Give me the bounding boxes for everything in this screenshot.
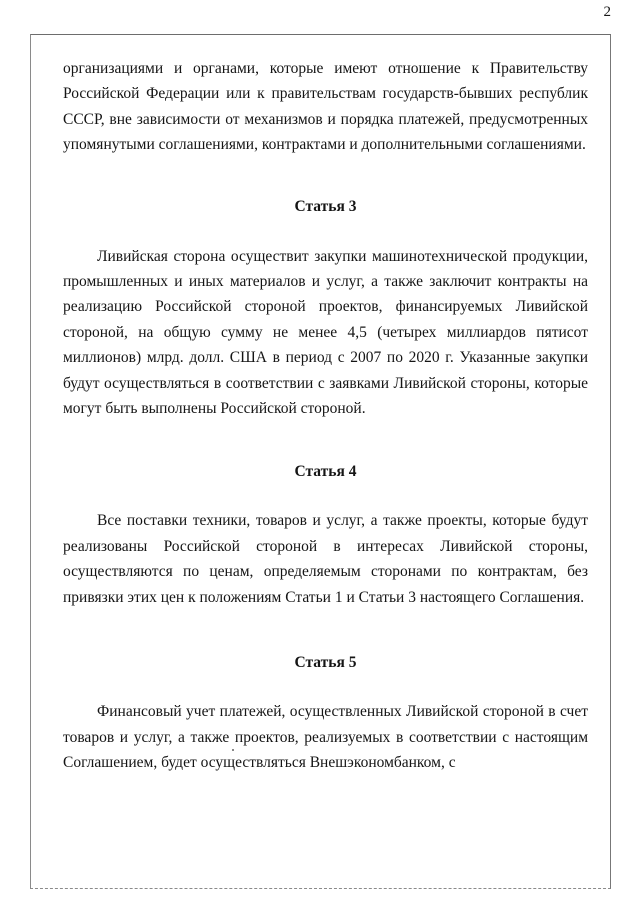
scan-speck [232,749,234,751]
document-body [63,56,588,775]
page-number: 2 [603,4,611,20]
article-4-title: Статья 4 [294,463,357,481]
intro-paragraph: организациями и органами, которые имеют отношение к Правительству Российской Федерации или к правительствам государств-бывших республик СССР, вне зависимости от механизмов и порядка платежей, предусмотренных упомянутыми соглашениями, контрактами и дополнительными соглашениями. [63,60,588,154]
article-4-text: Все поставки техники, товаров и услуг, а также проекты, которые будут реализованы Российской стороной в интересах Ливийской стороны, осуществляются по ценам, определяемым сторонами по контрактам, без привязки этих цен к положениям Статьи 1 и Статьи 3 настоящего Соглашения. [63,512,588,606]
article-3-title: Статья 3 [294,197,357,215]
article-5-text: Финансовый учет платежей, осуществленных Ливийской стороной в счет товаров и услуг, а также проектов, реализуемых в соответствии с настоящим Соглашением, будет осуществляться Внешэкономбанком, с [63,703,588,771]
article-5-title: Статья 5 [294,654,357,672]
article-3-text: Ливийская сторона осуществит закупки машинотехнической продукции, промышленных и иных материалов и услуг, а также заключит контракты на реализацию Российской стороной проектов, финансируемых Ливийской стороной, на общую сумму не менее 4,5 (четырех миллиардов пятисот миллионов) млрд. долл. США в период с 2007 по 2020 г. Указанные закупки будут осуществляться в соответствии с заявками Ливийской стороны, которые могут быть выполнены Российской стороной. [63,247,588,418]
